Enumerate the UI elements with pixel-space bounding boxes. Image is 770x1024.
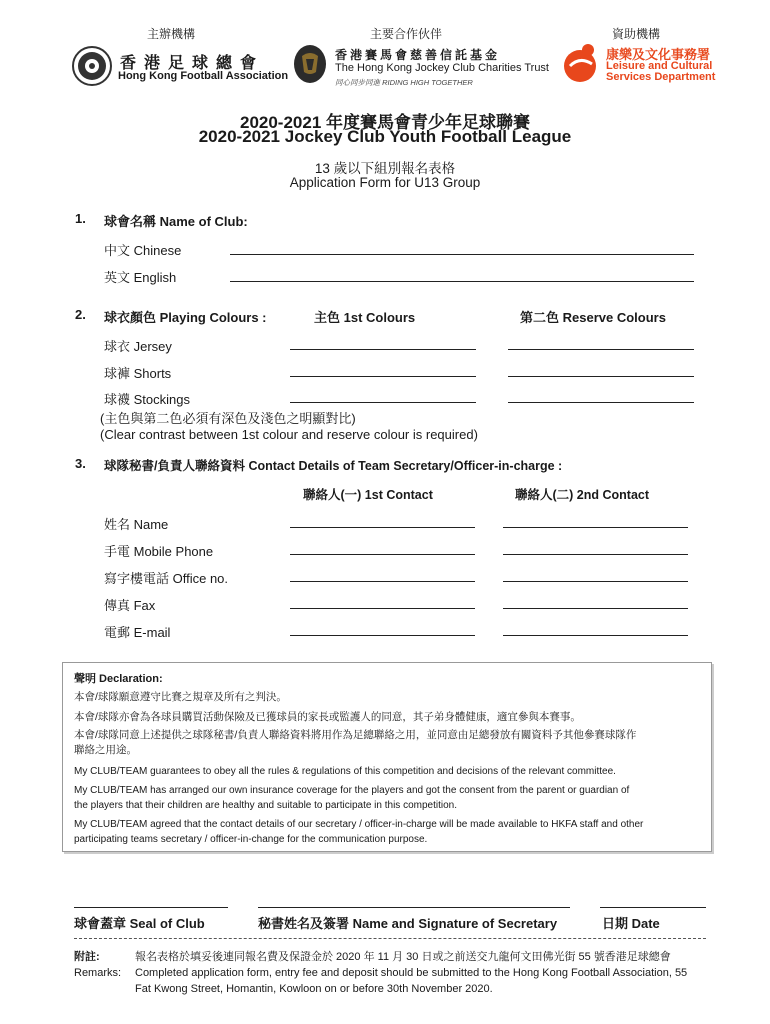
contact1-mobile-field[interactable] (290, 554, 475, 555)
title-en: 2020-2021 Jockey Club Youth Football League (198, 127, 572, 146)
contact2-name-field[interactable] (503, 527, 688, 528)
club-chinese-label: 中文 Chinese (104, 243, 182, 258)
sponsor-label: 資助機構 (612, 27, 661, 41)
office-label: 寫字樓電話 Office no. (104, 571, 229, 586)
jc-slogan: 同心同步同進 RIDING HIGH TOGETHER (335, 78, 473, 87)
lcsd-name-zh: 康樂及文化事務署 (606, 47, 711, 62)
jc-name-zh: 香 港 賽 馬 會 慈 善 信 託 基 金 (335, 48, 498, 62)
organiser-label: 主辦機構 (147, 27, 196, 41)
declaration-zh-1: 本會/球隊願意遵守比賽之規章及所有之判決。 (74, 691, 287, 703)
section2-heading: 球衣顏色 Playing Colours : (104, 310, 267, 325)
remarks-en-2: Fat Kwong Street, Homantin, Kowloon on or before 30th November 2020. (135, 983, 493, 995)
hkfa-logo-icon (72, 46, 112, 86)
contact1-office-field[interactable] (290, 581, 475, 582)
subtitle-zh: 13 歲以下組別報名表格 (314, 161, 456, 176)
stockings-reserve-field[interactable] (508, 402, 694, 403)
footer-divider (74, 938, 706, 939)
contact2-mobile-field[interactable] (503, 554, 688, 555)
declaration-zh-3a: 本會/球隊同意上述提供之球隊秘書/負責人聯絡資料將用作為足總聯絡之用，並同意由足總發放有關資料予其他參賽球隊作 (74, 729, 637, 741)
shorts-main-field[interactable] (290, 376, 476, 377)
name-label: 姓名 Name (104, 517, 169, 532)
section3-heading: 球隊秘書/負責人聯絡資料 Contact Details of Team Secretary/Officer-in-charge : (104, 459, 563, 473)
signature-label: 秘書姓名及簽署 Name and Signature of Secretary (258, 916, 558, 931)
shorts-reserve-field[interactable] (508, 376, 694, 377)
section3-number: 3. (75, 456, 86, 471)
lcsd-logo-icon (562, 42, 602, 86)
section2-number: 2. (75, 307, 86, 322)
shorts-label: 球褲 Shorts (104, 366, 172, 381)
remarks-en-1: Completed application form, entry fee and deposit should be submitted to the Hong Kong Football Association, 55 (135, 967, 688, 979)
lcsd-name-en-1: Leisure and Cultural (606, 60, 713, 72)
jc-name-en: The Hong Kong Jockey Club Charities Trust (335, 62, 549, 74)
jersey-label: 球衣 Jersey (104, 339, 172, 354)
signature-field[interactable] (258, 907, 570, 908)
hkfa-name-zh: 香 港 足 球 總 會 (120, 55, 259, 72)
colour-note-en: (Clear contrast between 1st colour and reserve colour is required) (100, 427, 478, 442)
declaration-zh-3b: 聯絡之用途。 (74, 744, 137, 756)
declaration-heading: 聲明 Declaration: (74, 673, 163, 685)
declaration-en-2b: the players that their children are healthy and suitable to participate in this competition. (74, 800, 457, 811)
club-english-label: 英文 English (104, 270, 177, 285)
declaration-en-1: My CLUB/TEAM guarantees to obey all the rules & regulations of this competition and decisions of the relevant committee. (74, 766, 616, 777)
email-label: 電郵 E-mail (104, 625, 171, 640)
contact1-email-field[interactable] (290, 635, 475, 636)
date-field[interactable] (600, 907, 706, 908)
fax-label: 傳真 Fax (104, 598, 156, 613)
declaration-en-3a: My CLUB/TEAM agreed that the contact details of our secretary / officer-in-charge will be made available to HKFA staff and other (74, 819, 644, 830)
club-chinese-field[interactable] (230, 254, 694, 255)
declaration-en-2a: My CLUB/TEAM has arranged our own insurance coverage for the players and got the consent from the parent or guardian of (74, 785, 630, 796)
contact2-fax-field[interactable] (503, 608, 688, 609)
hkfa-name-en: Hong Kong Football Association (118, 70, 289, 82)
colour-note-zh: (主色與第二色必須有深色及淺色之明顯對比) (100, 411, 356, 426)
jockey-club-logo-icon (292, 44, 328, 84)
contact1-heading: 聯絡人(一) 1st Contact (303, 488, 433, 502)
contact2-heading: 聯絡人(二) 2nd Contact (515, 488, 650, 502)
date-label: 日期 Date (602, 916, 660, 931)
lcsd-name-en-2: Services Department (606, 71, 716, 83)
contact2-office-field[interactable] (503, 581, 688, 582)
contact1-name-field[interactable] (290, 527, 475, 528)
stockings-main-field[interactable] (290, 402, 476, 403)
club-english-field[interactable] (230, 281, 694, 282)
partner-label: 主要合作伙伴 (370, 27, 443, 41)
seal-field[interactable] (74, 907, 228, 908)
declaration-zh-2: 本會/球隊亦會為各球員購買活動保險及已獲球員的家長或監護人的同意，其子弟身體健康，適宜參與本賽事。 (74, 711, 581, 723)
declaration-en-3b: participating teams secretary / officer-in-change for the communication purpose. (74, 834, 428, 845)
subtitle-en: Application Form for U13 Group (289, 175, 481, 190)
title-zh: 2020-2021 年度賽馬會青少年足球聯賽 (239, 113, 531, 132)
remarks-zh: 報名表格於填妥後連同報名費及保證金於 2020 年 11 月 30 日或之前送交九龍何文田佛光街 55 號香港足球總會 (135, 951, 671, 963)
seal-label: 球會蓋章 Seal of Club (74, 916, 205, 931)
mobile-label: 手電 Mobile Phone (104, 544, 214, 559)
main-colour-heading: 主色 1st Colours (314, 310, 416, 325)
reserve-colour-heading: 第二色 Reserve Colours (520, 310, 666, 325)
stockings-label: 球襪 Stockings (104, 392, 190, 407)
section1-heading: 球會名稱 Name of Club: (104, 214, 248, 229)
remarks-en-label: Remarks: (74, 967, 122, 979)
jersey-main-field[interactable] (290, 349, 476, 350)
section1-number: 1. (75, 211, 86, 226)
contact2-email-field[interactable] (503, 635, 688, 636)
contact1-fax-field[interactable] (290, 608, 475, 609)
remarks-zh-label: 附註: (74, 951, 100, 963)
jersey-reserve-field[interactable] (508, 349, 694, 350)
